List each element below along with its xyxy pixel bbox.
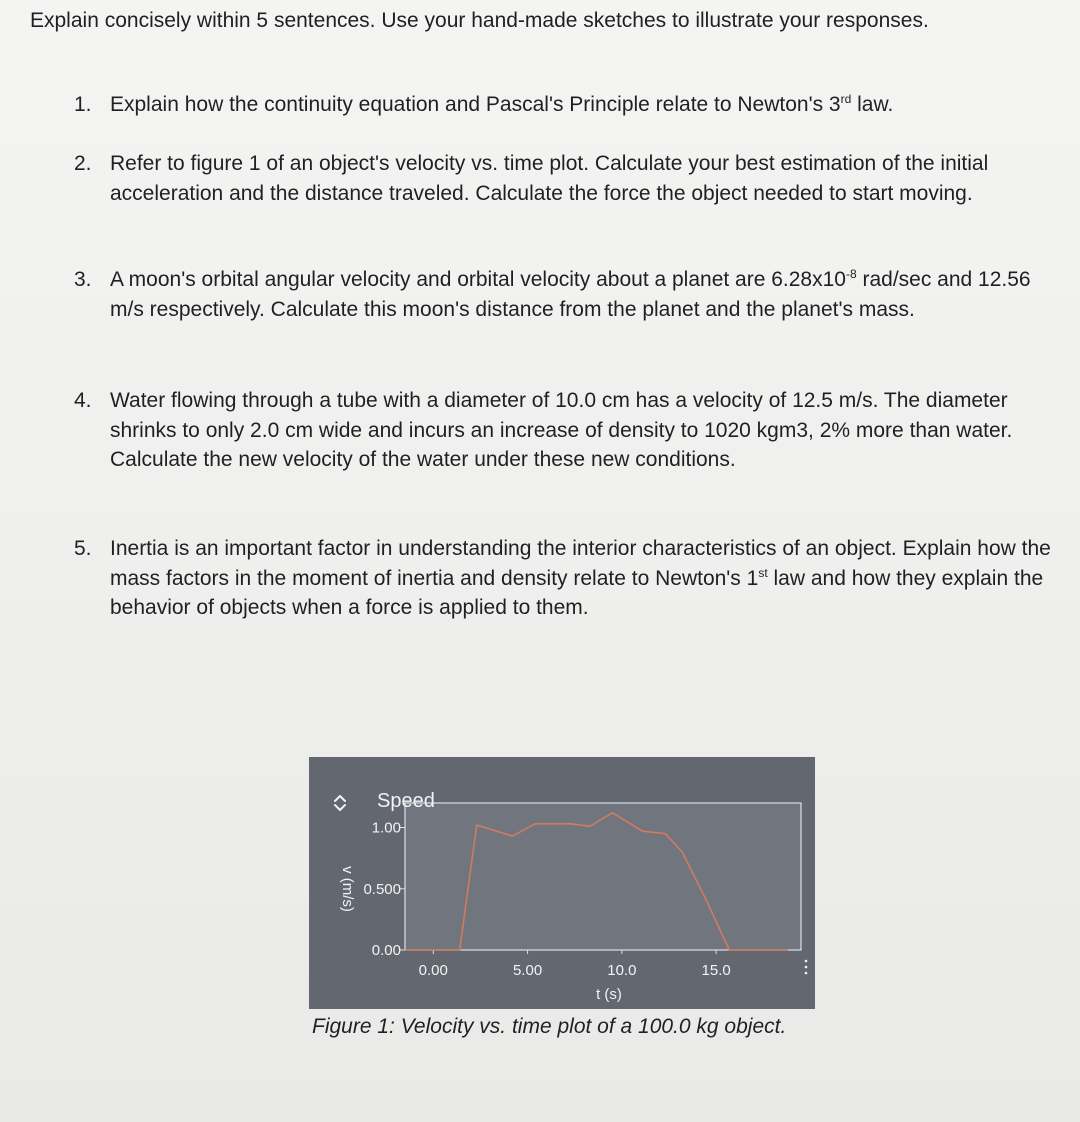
superscript: st [758,565,768,580]
question-number: 1. [74,93,92,116]
question-text: Explain how the continuity equation and Pascal's Principle relate to Newton's 3rd law. [110,92,894,116]
question-number: 5. [74,537,92,560]
question-number: 2. [74,152,92,175]
y-axis-label: v (m/s) [339,866,356,912]
superscript: rd [840,92,852,106]
question-text: Inertia is an important factor in understanding the interior characteristics of an object. Explain how the mass factors in the moment of inertia and density relate to Newton's 1st law and how they explain the behavior of objects when a force is applied to them. [110,537,1051,619]
superscript: -8 [845,267,857,281]
y-tick-label: 0.500 [363,880,401,898]
x-tick-label: 10.0 [607,962,637,979]
instructions-text: Explain concisely within 5 sentences. Use your hand-made sketches to illustrate your responses. [30,9,929,32]
question-text: Refer to figure 1 of an object's velocity vs. time plot. Calculate your best estimation of the initial acceleration and the distance traveled. Calculate the force the object needed to start moving. [110,152,989,205]
expand-collapse-icon [335,796,345,810]
x-tick-label: 0.00 [418,962,448,979]
x-tick-label: 15.0 [701,962,731,979]
x-axis-label: t (s) [596,986,622,1003]
velocity-time-chart [309,757,815,1009]
y-tick-label: 0.00 [371,942,401,959]
question-text: Water flowing through a tube with a diameter of 10.0 cm has a velocity of 12.5 m/s. The diameter shrinks to only 2.0 cm wide and incurs an increase of density to 1020 kgm3, 2% more than water. Calculate the new velocity of the water under these new conditions. [110,389,1013,471]
chart-title: Speed [377,790,435,812]
y-tick-label: 1.00 [371,819,401,837]
more-options-icon [805,966,808,969]
more-options-icon [805,960,808,963]
plot-area [405,803,801,950]
question-text: A moon's orbital angular velocity and orbital velocity about a planet are $6.28x10^{-8}$ rad/sec and 12.56 m/s respectively. Calculate this moon's distance from the planet and the planet's mass. [110,267,1031,321]
question-number: 4. [74,389,92,412]
figure-1-chart [309,757,815,1009]
x-tick-label: 5.00 [512,962,543,979]
more-options-icon [805,972,808,975]
figure-caption: Figure 1: Velocity vs. time plot of a 100.0 kg object. [312,1015,787,1038]
question-number: 3. [74,268,92,291]
